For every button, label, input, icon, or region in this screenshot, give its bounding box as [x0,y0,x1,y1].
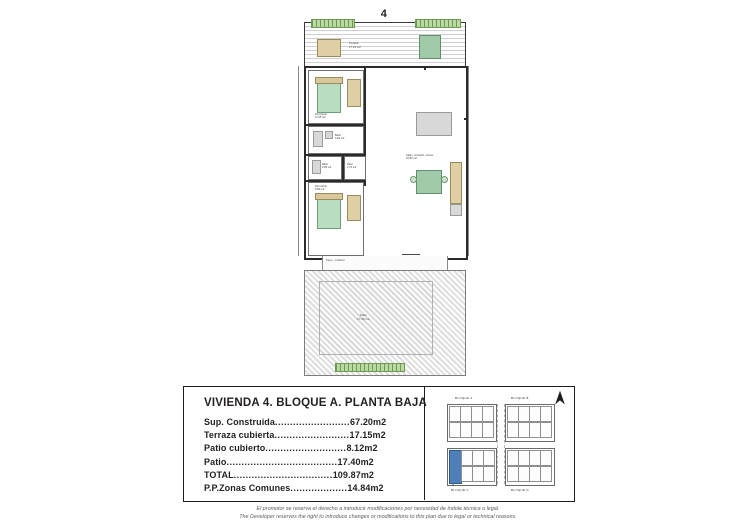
area-row-value: 8.12m2 [346,443,378,454]
patio-paving [319,281,433,355]
area-row-dots: ......................... [275,417,351,427]
area-row-dots: ..................................... [226,456,338,467]
terrace-room-label: Terraza 17.15 m2 [349,41,361,49]
floor-plan-drawing [296,8,472,378]
bed-headboard-1 [315,77,343,84]
unit-info-title: VIVIENDA 4. BLOQUE A. PLANTA BAJA [204,397,427,409]
area-row-dots: ......................... [274,430,350,441]
bed-1 [317,81,341,113]
room-hall [344,156,366,180]
area-row-dots: ........................... [265,443,347,454]
area-row-value: 109.87m2 [332,469,375,480]
area-row-value: 14.84m2 [347,482,384,493]
room-bedroom-2 [308,182,364,256]
wardrobe-2 [347,195,361,221]
unit-number-label: 4 [380,8,388,20]
site-block-label-a: BLOQUE A [455,396,473,400]
terrace-furniture-right [419,35,441,59]
legal-disclaimer [0,505,756,522]
bed-2 [317,197,341,229]
legal-disclaimer-es: El promotor se reserva el derecho a introducir modificaciones por necesidad de índole técnica o legal. [256,506,500,512]
room-living-dining-kitchen [366,70,464,254]
bathroom-2-label: Baño 3.85 m2 [322,163,332,170]
site-plan-panel [424,386,574,500]
room-bedroom-1 [308,70,364,124]
area-row-label: Patio [204,456,227,467]
bath-fixture-2 [325,131,333,139]
bath-fixture-3 [312,160,321,174]
area-row-label: Sup. Construida [204,417,275,427]
kitchen-appliance [450,204,462,216]
site-unit-cell [483,450,495,466]
chair-1 [410,176,417,183]
site-plan-drawing [425,386,574,500]
terrace-furniture-left [317,39,341,57]
area-row-label: Terraza cubierta [204,430,275,441]
area-row-label: Patio cubierto [204,443,266,454]
area-row-label: P.P.Zonas Comunes [204,482,291,493]
site-unit-cell [540,450,552,466]
site-unit-cell [540,422,552,438]
chair-2 [441,176,448,183]
hall-label: Paso 1.72 m2 [347,163,357,170]
legal-disclaimer-en: The Developer reserves the right to introduce changes or modifications to this plan due to legal or technical reasons. [239,514,517,521]
area-row-dots: ................................. [233,469,333,480]
room-bathroom-2 [308,156,342,180]
site-block-label-c: BLOQUE C [451,488,469,492]
bedroom-1-label: Dormitorio 11.05 m2 [315,113,327,120]
door-swing-entry [402,254,420,255]
dimension-line-right [468,66,469,256]
area-row-label: TOTAL [204,469,234,480]
room-bathroom-1 [308,126,364,154]
patio-label: Patio 17.40 m2 [357,313,370,321]
area-row-value: 17.40m2 [337,456,374,467]
site-unit-cell [482,406,494,422]
living-room-label: Salón, comedor, cocina 22.90 m2 [406,154,433,161]
dining-table [416,170,442,194]
site-unit-cell [482,422,494,438]
area-row-value: 17.15m2 [349,430,386,441]
terrace-area [304,22,466,67]
bath-fixture-1 [313,131,323,147]
area-row-value: 67.20m2 [350,417,387,427]
site-unit-cell [483,466,495,482]
planter-left [311,19,355,28]
porch-label: Paso - cubierto [326,258,345,262]
planter-right [415,19,461,28]
kitchen-counter [450,162,462,204]
dimension-line-left [298,66,299,256]
patio-area [304,270,466,376]
sofa [416,112,452,136]
bathroom-1-label: Baño 4.60 m2 [335,134,345,141]
building-outline [304,66,468,260]
site-block-label-b: BLOQUE B [511,396,529,400]
wardrobe-1 [347,79,361,107]
site-central-area [497,404,505,484]
patio-planter [335,363,405,372]
site-unit-cell [540,406,552,422]
bed-headboard-2 [315,193,343,200]
site-block-label-d: BLOQUE D [511,488,529,492]
site-unit-cell [540,466,552,482]
bedroom-2-label: Dormitorio 9.83 m2 [315,185,327,192]
site-highlight-unit-label: 4 [452,483,454,487]
area-row-dots: ................... [290,482,348,493]
